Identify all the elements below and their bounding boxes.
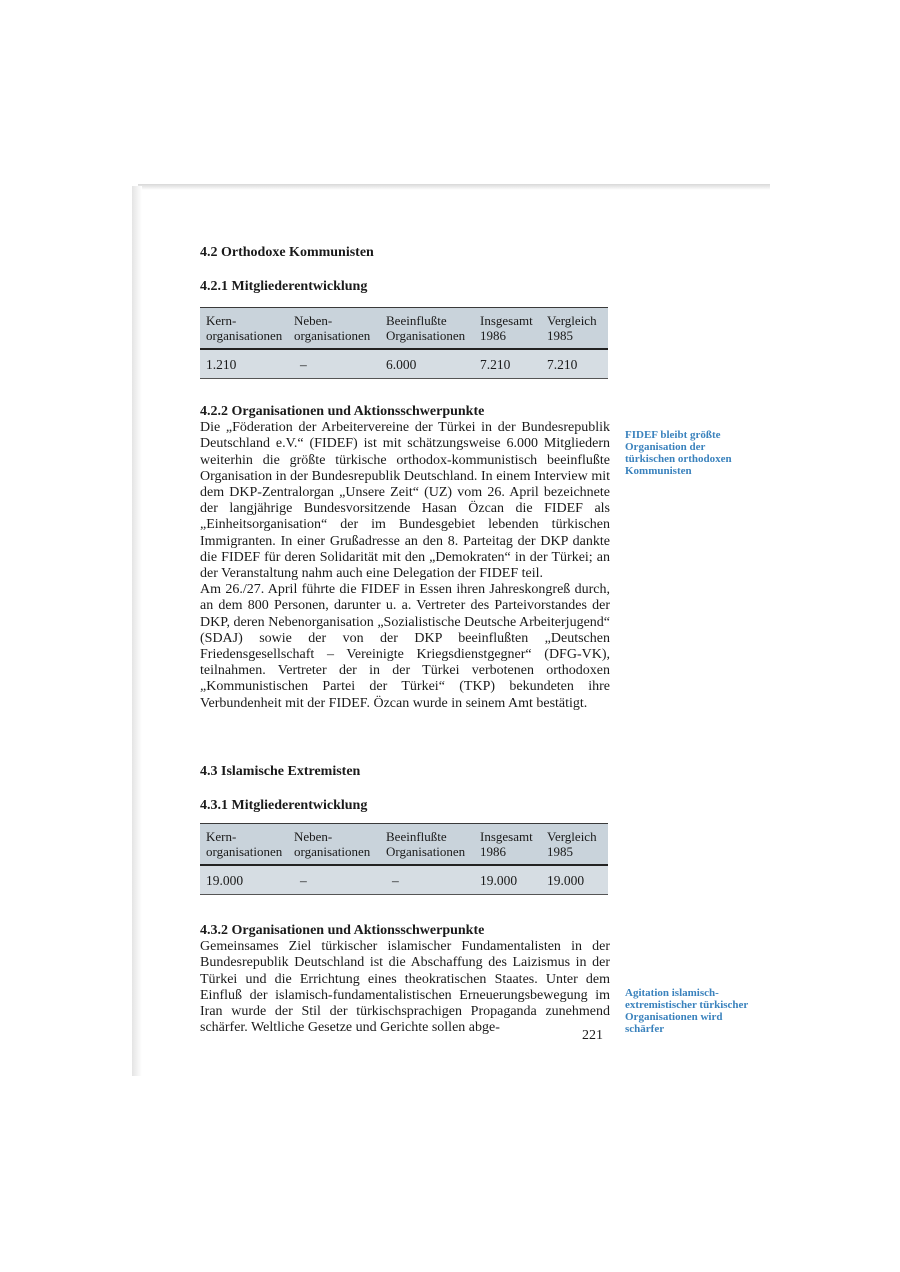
table-header [200, 823, 608, 866]
header-cell: Beeinflußte Organisationen [386, 829, 466, 859]
table-header [200, 307, 608, 350]
table-cell: – [300, 873, 307, 888]
paragraph: Am 26./27. April führte die FIDEF in Essen ihren Jahreskongreß durch, an dem 800 Personen, darunter u. a. Vertreter des Parteivorstandes der DKP, deren Nebenorganisation „Sozialistische Deutsche Arbeiterjugend“ (SDAJ) sowie der von der DKP beeinflußten „Deutschen Friedensgesellschaft – Vereinigte Kriegsdienstgegner“ (DFG-VK), teilnahmen. Vertreter der in der Türkei verbotenen orthodoxen „Kommunistischen Partei der Türkei“ (TKP) bekundeten ihre Verbundenheit mit der FIDEF. Özcan wurde in seinem Amt bestätigt. [200, 582, 610, 711]
table-row [200, 350, 608, 379]
header-cell: Beeinflußte Organisationen [386, 313, 466, 343]
section-4-2-2-text [200, 404, 610, 712]
table-cell: 6.000 [386, 357, 417, 372]
table-cell: – [300, 357, 307, 372]
header-cell: Neben- organisationen [294, 829, 371, 859]
membership-table-4-2 [200, 307, 608, 379]
membership-table-4-3 [200, 823, 608, 895]
table-cell: 1.210 [206, 357, 237, 372]
header-cell: Vergleich 1985 [547, 313, 597, 343]
section-4-3-2-text [200, 923, 610, 1036]
table-cell: 7.210 [547, 357, 578, 372]
scan-edge-top [138, 184, 770, 190]
section-heading-4-3: 4.3 Islamische Extremisten [200, 764, 361, 779]
header-cell: Kern- organisationen [206, 829, 283, 859]
scan-edge-left [132, 186, 142, 1076]
sub-heading-4-3-1: 4.3.1 Mitgliederentwicklung [200, 798, 368, 813]
header-cell: Vergleich 1985 [547, 829, 597, 859]
table-row [200, 866, 608, 895]
sub-heading-4-2-1: 4.2.1 Mitgliederentwicklung [200, 279, 368, 294]
header-cell: Kern- organisationen [206, 313, 283, 343]
header-cell: Insgesamt 1986 [480, 313, 533, 343]
section-heading-4-2: 4.2 Orthodoxe Kommunisten [200, 245, 374, 260]
header-cell: Neben- organisationen [294, 313, 371, 343]
paragraph: Gemeinsames Ziel türkischer islamischer Fundamentalisten in der Bundesrepublik Deutschland ist die Abschaffung des Laizismus in der Türkei und die Errichtung eines theokratischen Staates. Unter dem Einfluß der islamisch-fundamentalistischen Erneuerungsbewegung im Iran wurde der Stil der türkischsprachigen Propaganda zunehmend schärfer. Weltliche Gesetze und Gerichte sollen abge- [200, 939, 610, 1036]
sub-heading-4-3-2: 4.3.2 Organisationen und Aktionsschwerpunkte [200, 923, 485, 938]
sub-heading-4-2-2: 4.2.2 Organisationen und Aktionsschwerpunkte [200, 404, 485, 419]
table-cell: 7.210 [480, 357, 511, 372]
table-cell: 19.000 [480, 873, 518, 888]
table-cell: 19.000 [547, 873, 585, 888]
margin-note-agitation: Agitation islamisch-extremistischer türkischer Organisationen wird schärfer [625, 987, 749, 1035]
header-cell: Insgesamt 1986 [480, 829, 533, 859]
paragraph: Die „Föderation der Arbeitervereine der Türkei in der Bundesrepublik Deutschland e.V.“ (FIDEF) ist mit schätzungsweise 6.000 Mitgliedern weiterhin die größte türkische orthodox-kommunistisch beeinflußte Organisation in der Bundesrepublik Deutschland. In einem Interview mit dem DKP-Zentralorgan „Unsere Zeit“ (UZ) vom 26. April bezeichnete der langjährige Bundesvorsitzende Hasan Özcan die FIDEF als „Einheitsorganisation“ der im Bundesgebiet lebenden türkischen Immigranten. In einer Grußadresse an den 8. Parteitag der DKP dankte die FIDEF für deren Solidarität mit den „Demokraten“ in der Türkei; an der Veranstaltung nahm auch eine Delegation der FIDEF teil. [200, 420, 610, 582]
margin-note-fidef: FIDEF bleibt größte Organisation der türkischen orthodoxen Kommunisten [625, 429, 732, 477]
table-cell: 19.000 [206, 873, 244, 888]
page-number: 221 [582, 1028, 603, 1043]
table-cell: – [392, 873, 399, 888]
